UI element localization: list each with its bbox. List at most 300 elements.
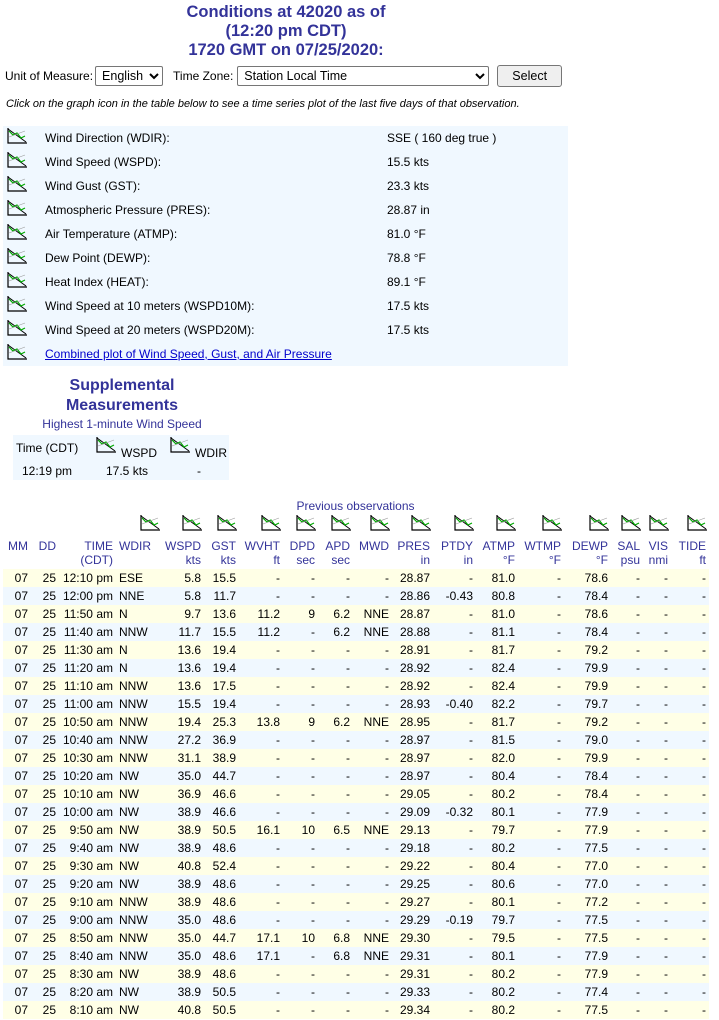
cell-wtmp: -: [557, 643, 561, 657]
graph-icon[interactable]: [216, 514, 238, 532]
column-header-time: [73, 512, 113, 568]
cell-dd: 25: [42, 805, 56, 819]
cell-wvht: -: [276, 859, 280, 873]
graph-icon[interactable]: [6, 319, 28, 337]
cell-gst: 52.4: [212, 859, 236, 873]
cell-mm: 07: [14, 715, 28, 729]
cell-tide: -: [702, 661, 706, 675]
cell-wdir: NNW: [119, 895, 148, 909]
cell-dpd: -: [311, 913, 315, 927]
cell-gst: 48.6: [212, 967, 236, 981]
cell-wtmp: -: [557, 985, 561, 999]
cell-mm: 07: [14, 661, 28, 675]
cell-ptdy: -: [469, 733, 473, 747]
cell-wspd: 36.9: [177, 787, 201, 801]
cell-vis: -: [664, 841, 668, 855]
cell-wdir: NW: [119, 787, 139, 801]
cell-vis: -: [664, 823, 668, 837]
supplemental-title-line-2: Measurements: [65, 397, 179, 414]
table-row: [3, 659, 709, 677]
cell-pres: 29.22: [399, 859, 430, 873]
cell-pres: 28.91: [399, 643, 430, 657]
graph-glyph: [6, 247, 28, 265]
cell-sal: -: [636, 715, 640, 729]
cell-sal: -: [636, 895, 640, 909]
column-header-mwd: [349, 512, 389, 568]
cell-wtmp: -: [557, 571, 561, 585]
cell-dewp: 77.5: [584, 841, 608, 855]
graph-glyph: [216, 514, 238, 532]
header-name: SAL: [617, 539, 640, 553]
cell-tide: -: [702, 931, 706, 945]
cell-wdir: N: [119, 661, 128, 675]
header-name: DEWP: [572, 539, 608, 553]
graph-icon[interactable]: [6, 295, 28, 313]
cell-wvht: 13.8: [256, 715, 280, 729]
cell-mwd: NNE: [363, 607, 389, 621]
cell-wvht: -: [276, 985, 280, 999]
cell-dpd: -: [311, 805, 315, 819]
cell-dd: 25: [42, 913, 56, 927]
column-header-dpd: [275, 512, 315, 568]
cell-atmp: 81.5: [491, 733, 515, 747]
header-unit: nmi: [648, 553, 668, 567]
column-header-atmp: [475, 512, 515, 568]
cell-dpd: -: [311, 661, 315, 675]
cell-dewp: 78.4: [584, 769, 608, 783]
cell-ptdy: -: [469, 859, 473, 873]
cell-gst: 36.9: [212, 733, 236, 747]
column-header-gst: [196, 512, 236, 568]
cell-apd: -: [346, 697, 350, 711]
cell-wdir: NNW: [119, 697, 148, 711]
cell-wdir: NW: [119, 823, 139, 837]
cell-mm: 07: [14, 1003, 28, 1017]
column-header-pres: [390, 512, 430, 568]
graph-icon[interactable]: [541, 514, 563, 532]
graph-icon[interactable]: [6, 151, 28, 169]
cell-mwd: -: [385, 571, 389, 585]
options-form: [5, 65, 562, 87]
cell-mwd: -: [385, 661, 389, 675]
cell-vis: -: [664, 859, 668, 873]
graph-icon[interactable]: [6, 271, 28, 289]
cell-pres: 28.92: [399, 661, 430, 675]
cell-gst: 15.5: [212, 571, 236, 585]
current-row: [3, 294, 568, 318]
timezone-select[interactable]: [237, 66, 489, 86]
cell-wtmp: -: [557, 679, 561, 693]
graph-glyph: [6, 343, 28, 361]
cell-time: 9:30 am: [69, 859, 113, 873]
cell-dewp: 78.6: [584, 607, 608, 621]
cell-sal: -: [636, 625, 640, 639]
cell-wspd: 13.6: [177, 679, 201, 693]
cell-apd: -: [346, 643, 350, 657]
cell-atmp: 79.7: [491, 823, 515, 837]
cell-atmp: 82.0: [491, 751, 515, 765]
cell-wvht: -: [276, 679, 280, 693]
header-name: PTDY: [440, 539, 473, 553]
graph-icon[interactable]: [369, 514, 391, 532]
cell-wvht: 11.2: [257, 607, 280, 621]
cell-dpd: -: [311, 697, 315, 711]
cell-vis: -: [664, 895, 668, 909]
cell-wspd: 38.9: [177, 985, 201, 999]
instructions-text: Click on the graph icon in the table below to see a time series plot of the last five days of that observation.: [6, 98, 520, 110]
cell-tide: -: [702, 607, 706, 621]
cell-sal: -: [636, 949, 640, 963]
header-name: ATMP: [482, 539, 515, 553]
cell-sal: -: [636, 859, 640, 873]
observations-table: [3, 569, 709, 1019]
cell-atmp: 80.1: [491, 805, 515, 819]
cell-tide: -: [702, 823, 706, 837]
header-name: WDIR: [119, 539, 151, 553]
cell-ptdy: -: [469, 715, 473, 729]
cell-pres: 29.31: [399, 949, 430, 963]
cell-atmp: 82.2: [491, 697, 515, 711]
cell-pres: 29.31: [399, 967, 430, 981]
cell-dewp: 79.2: [584, 715, 608, 729]
cell-wdir: NNW: [119, 625, 148, 639]
cell-apd: -: [346, 841, 350, 855]
cell-dewp: 77.9: [584, 949, 608, 963]
cell-vis: -: [664, 805, 668, 819]
combined-plot-row: [3, 342, 568, 366]
cell-ptdy: -: [469, 949, 473, 963]
graph-icon[interactable]: [6, 223, 28, 241]
cell-wdir: NW: [119, 985, 139, 999]
cell-dpd: 9: [308, 607, 315, 621]
cell-time: 10:30 am: [62, 751, 113, 765]
cell-wtmp: -: [557, 733, 561, 747]
cell-mm: 07: [14, 895, 28, 909]
cell-mwd: -: [385, 967, 389, 981]
current-value: 28.87 in: [387, 203, 430, 217]
cell-apd: -: [346, 805, 350, 819]
cell-atmp: 80.2: [491, 985, 515, 999]
cell-tide: -: [702, 1003, 706, 1017]
current-row: [3, 198, 568, 222]
cell-time: 9:20 am: [69, 877, 113, 891]
header-name: WSPD: [165, 539, 201, 553]
cell-apd: 6.8: [333, 931, 350, 945]
cell-vis: -: [664, 751, 668, 765]
graph-icon[interactable]: [495, 514, 517, 532]
cell-dpd: -: [311, 625, 315, 639]
cell-ptdy: -: [469, 985, 473, 999]
graph-icon[interactable]: [6, 343, 28, 361]
table-row: [3, 875, 709, 893]
supplemental-title: [22, 376, 222, 416]
graph-icon[interactable]: [6, 199, 28, 217]
cell-wtmp: -: [557, 625, 561, 639]
graph-glyph: [6, 127, 28, 145]
cell-mwd: NNE: [363, 625, 389, 639]
cell-dewp: 78.4: [584, 625, 608, 639]
cell-mm: 07: [14, 679, 28, 693]
cell-wvht: -: [276, 571, 280, 585]
cell-mwd: -: [385, 895, 389, 909]
cell-wspd: 40.8: [177, 1003, 201, 1017]
cell-wtmp: -: [557, 841, 561, 855]
table-row: [3, 641, 709, 659]
cell-dewp: 77.2: [584, 895, 608, 909]
cell-tide: -: [702, 949, 706, 963]
cell-gst: 48.6: [212, 949, 236, 963]
cell-dd: 25: [42, 697, 56, 711]
cell-tide: -: [702, 733, 706, 747]
cell-mm: 07: [14, 625, 28, 639]
current-value: SSE ( 160 deg true ): [387, 131, 497, 145]
cell-sal: -: [636, 877, 640, 891]
header-name: MWD: [359, 539, 389, 553]
column-header-vis: [628, 512, 668, 568]
cell-wspd: 15.5: [177, 697, 201, 711]
cell-dpd: -: [311, 589, 315, 603]
column-header-dd: [16, 512, 56, 568]
table-row: [3, 605, 709, 623]
cell-wvht: -: [276, 661, 280, 675]
cell-wspd: 38.9: [177, 823, 201, 837]
graph-icon[interactable]: [6, 247, 28, 265]
cell-apd: -: [346, 1003, 350, 1017]
cell-vis: -: [664, 625, 668, 639]
supp-wspd-value: 17.5 kts: [106, 464, 149, 478]
cell-dpd: -: [311, 877, 315, 891]
cell-vis: -: [664, 949, 668, 963]
cell-mwd: -: [385, 913, 389, 927]
cell-gst: 11.7: [213, 589, 236, 603]
cell-dewp: 78.4: [584, 787, 608, 801]
cell-gst: 46.6: [212, 805, 236, 819]
cell-pres: 28.87: [399, 607, 430, 621]
cell-time: 9:10 am: [69, 895, 113, 909]
current-row: [3, 126, 568, 150]
cell-time: 12:00 pm: [62, 589, 113, 603]
unit-label: Unit of Measure:: [5, 69, 94, 83]
cell-wvht: -: [276, 589, 280, 603]
graph-glyph: [139, 514, 161, 532]
cell-ptdy: -0.32: [445, 805, 473, 819]
current-label: Wind Speed at 20 meters (WSPD20M):: [45, 323, 255, 337]
cell-dpd: -: [311, 949, 315, 963]
cell-mm: 07: [14, 697, 28, 711]
cell-tide: -: [702, 751, 706, 765]
cell-apd: 6.2: [333, 607, 350, 621]
cell-dd: 25: [42, 841, 56, 855]
current-label: Air Temperature (ATMP):: [45, 227, 178, 241]
cell-wspd: 35.0: [177, 769, 201, 783]
cell-sal: -: [636, 769, 640, 783]
supplemental-title-line-1: Supplemental: [69, 377, 175, 394]
header-name: DD: [38, 539, 56, 553]
cell-gst: 19.4: [212, 661, 236, 675]
select-button[interactable]: Select: [497, 65, 562, 87]
graph-icon[interactable]: [6, 175, 28, 193]
cell-wtmp: -: [557, 967, 561, 981]
cell-gst: 15.5: [212, 625, 236, 639]
cell-dd: 25: [42, 823, 56, 837]
cell-dpd: -: [311, 751, 315, 765]
cell-dewp: 77.4: [584, 985, 608, 999]
cell-ptdy: -: [469, 1003, 473, 1017]
supp-header-time: Time (CDT): [16, 441, 79, 455]
cell-dd: 25: [42, 625, 56, 639]
cell-wspd: 9.7: [184, 607, 201, 621]
cell-time: 11:10 am: [63, 679, 113, 693]
header-unit: (CDT): [80, 553, 113, 567]
graph-icon[interactable]: [410, 514, 432, 532]
observations-header: [3, 512, 709, 568]
current-value: 81.0 °F: [387, 227, 426, 241]
column-header-apd: [310, 512, 350, 568]
column-header-wtmp: [521, 512, 561, 568]
cell-wspd: 13.6: [177, 643, 201, 657]
cell-wvht: -: [276, 805, 280, 819]
cell-wdir: NNW: [119, 715, 148, 729]
cell-wspd: 38.9: [177, 841, 201, 855]
graph-icon[interactable]: [169, 436, 191, 454]
cell-wvht: -: [276, 787, 280, 801]
cell-sal: -: [636, 985, 640, 999]
current-row: [3, 174, 568, 198]
cell-mwd: NNE: [363, 931, 389, 945]
cell-wdir: NW: [119, 967, 139, 981]
cell-time: 10:00 am: [62, 805, 113, 819]
previous-observations-caption: Previous observations: [296, 499, 415, 513]
table-row: [3, 677, 709, 695]
cell-vis: -: [664, 715, 668, 729]
cell-dd: 25: [42, 1003, 56, 1017]
cell-ptdy: -: [469, 895, 473, 909]
cell-mm: 07: [14, 823, 28, 837]
current-label: Dew Point (DEWP):: [45, 251, 151, 265]
cell-wtmp: -: [557, 949, 561, 963]
cell-dd: 25: [42, 571, 56, 585]
cell-pres: 28.87: [399, 571, 430, 585]
cell-ptdy: -: [469, 625, 473, 639]
cell-tide: -: [702, 985, 706, 999]
graph-icon[interactable]: [453, 514, 475, 532]
cell-apd: -: [346, 571, 350, 585]
combined-plot-link[interactable]: Combined plot of Wind Speed, Gust, and Air Pressure: [45, 347, 332, 361]
column-header-wdir: [119, 512, 159, 568]
cell-atmp: 81.7: [491, 643, 515, 657]
cell-time: 8:30 am: [69, 967, 113, 981]
cell-wvht: -: [276, 913, 280, 927]
cell-atmp: 80.2: [491, 841, 515, 855]
cell-apd: -: [346, 967, 350, 981]
cell-wtmp: -: [557, 823, 561, 837]
header-unit: °F: [548, 553, 561, 567]
cell-mwd: -: [385, 679, 389, 693]
current-label: Heat Index (HEAT):: [45, 275, 149, 289]
cell-atmp: 80.4: [491, 769, 515, 783]
cell-dewp: 79.9: [584, 679, 608, 693]
cell-apd: -: [346, 733, 350, 747]
cell-ptdy: -: [469, 841, 473, 855]
cell-vis: -: [664, 877, 668, 891]
graph-icon[interactable]: [6, 127, 28, 145]
cell-gst: 44.7: [212, 769, 236, 783]
cell-wspd: 5.8: [184, 571, 201, 585]
cell-dpd: -: [311, 859, 315, 873]
current-value: 23.3 kts: [387, 179, 430, 193]
cell-wtmp: -: [557, 715, 561, 729]
cell-wspd: 31.1: [177, 751, 201, 765]
cell-dd: 25: [42, 931, 56, 945]
supp-time-value: 12:19 pm: [22, 464, 73, 478]
table-row: [3, 857, 709, 875]
current-value: 17.5 kts: [387, 323, 430, 337]
cell-dpd: -: [311, 985, 315, 999]
cell-gst: 48.6: [212, 841, 236, 855]
graph-icon[interactable]: [686, 514, 708, 532]
current-row: [3, 222, 568, 246]
cell-pres: 28.86: [399, 589, 430, 603]
cell-dpd: -: [311, 895, 315, 909]
cell-mwd: -: [385, 787, 389, 801]
cell-atmp: 80.8: [491, 589, 515, 603]
cell-wdir: NNW: [119, 913, 148, 927]
graph-glyph: [6, 271, 28, 289]
cell-mm: 07: [14, 877, 28, 891]
cell-dd: 25: [42, 787, 56, 801]
cell-vis: -: [664, 697, 668, 711]
cell-mm: 07: [14, 751, 28, 765]
cell-tide: -: [702, 715, 706, 729]
cell-tide: -: [702, 877, 706, 891]
graph-glyph: [369, 514, 391, 532]
cell-wdir: N: [119, 607, 128, 621]
table-row: [3, 821, 709, 839]
cell-dd: 25: [42, 769, 56, 783]
cell-pres: 28.92: [399, 679, 430, 693]
cell-apd: -: [346, 913, 350, 927]
cell-mwd: -: [385, 697, 389, 711]
cell-wspd: 27.2: [177, 733, 201, 747]
unit-select[interactable]: [95, 66, 163, 86]
header-name: TIME: [84, 539, 113, 553]
column-header-wvht: [240, 512, 280, 568]
graph-icon[interactable]: [139, 514, 161, 532]
cell-mwd: -: [385, 643, 389, 657]
cell-atmp: 80.2: [491, 967, 515, 981]
cell-ptdy: -0.19: [445, 913, 473, 927]
header-unit: sec: [296, 553, 315, 567]
cell-pres: 29.09: [399, 805, 430, 819]
cell-time: 10:50 am: [62, 715, 113, 729]
header-name: MM: [8, 539, 28, 553]
cell-mwd: -: [385, 733, 389, 747]
cell-dpd: -: [311, 679, 315, 693]
cell-dpd: 9: [308, 715, 315, 729]
cell-wdir: N: [119, 643, 128, 657]
cell-ptdy: -: [469, 823, 473, 837]
table-row: [3, 893, 709, 911]
cell-wspd: 5.8: [184, 589, 201, 603]
cell-wspd: 13.6: [177, 661, 201, 675]
cell-apd: -: [346, 859, 350, 873]
cell-apd: -: [346, 769, 350, 783]
cell-time: 11:20 am: [63, 661, 113, 675]
cell-ptdy: -0.43: [445, 589, 473, 603]
cell-dd: 25: [42, 715, 56, 729]
graph-icon[interactable]: [95, 436, 117, 454]
cell-mwd: -: [385, 589, 389, 603]
